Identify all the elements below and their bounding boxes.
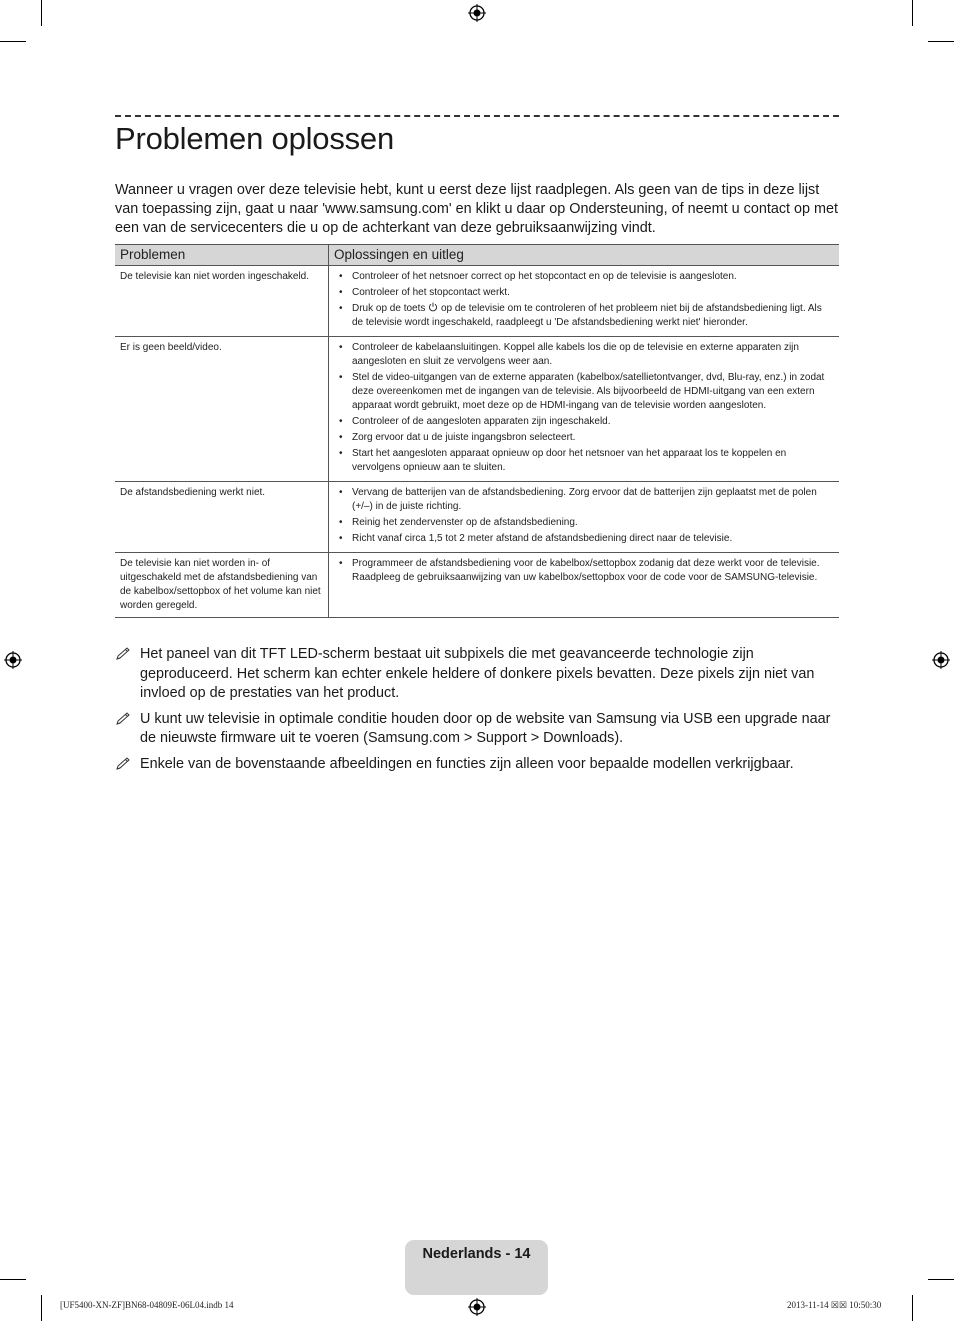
note-text: Enkele van de bovenstaande afbeeldingen en functies zijn alleen voor bepaalde modellen verkrijgbaar. bbox=[140, 755, 794, 772]
solutions-cell bbox=[329, 482, 840, 553]
solutions-cell bbox=[329, 553, 840, 618]
table-row bbox=[115, 266, 839, 337]
solution-item: • Controleer of de aangesloten apparaten zijn ingeschakeld. bbox=[334, 415, 834, 429]
solution-item: • Stel de video-uitgangen van de externe apparaten (kabelbox/satellietontvanger, dvd, Blu-ray, enz.) in zodat deze overeenkomen met de ingangen van de televisie. Als bijvoorbeeld de HDMI-uitgang van een extern apparaat wordt gebruikt, moet deze op de HDMI-ingang van de televisie worden aangesloten. bbox=[334, 371, 834, 413]
note-item bbox=[115, 710, 843, 749]
crop-mark bbox=[928, 41, 954, 42]
solution-item: • Programmeer de afstandsbediening voor de kabelbox/settopbox zodanig dat deze werkt voor de televisie. Raadpleeg de gebruiksaanwijzing van uw kabelbox/settopbox voor de code voor de SAMSUNG-televisie. bbox=[334, 557, 834, 585]
table-header-row bbox=[115, 245, 839, 266]
solutions-list bbox=[334, 557, 834, 585]
print-timestamp: 2013-11-14 ☒☒ 10:50:30 bbox=[787, 1300, 882, 1310]
solutions-cell bbox=[329, 266, 840, 337]
solution-item: • Controleer de kabelaansluitingen. Koppel alle kabels los die op de televisie en externe apparaten zijn aangesloten en sluit ze vervolgens weer aan. bbox=[334, 341, 834, 369]
registration-mark-icon bbox=[4, 651, 22, 669]
solutions-list bbox=[334, 486, 834, 546]
registration-mark-icon bbox=[468, 4, 486, 22]
crop-mark bbox=[912, 1295, 913, 1321]
note-text: Het paneel van dit TFT LED-scherm bestaat uit subpixels die met geavanceerde technologie zijn geproduceerd. Het scherm kan echter enkele heldere of donkere pixels bevatten. Deze pixels zijn niet van invloed op de prestaties van het product. bbox=[140, 646, 815, 701]
file-info: [UF5400-XN-ZF]BN68-04809E-06L04.indb 14 bbox=[60, 1300, 234, 1310]
column-header-solutions: Oplossingen en uitleg bbox=[329, 245, 840, 266]
power-icon bbox=[428, 302, 438, 312]
solution-item: • Richt vanaf circa 1,5 tot 2 meter afstand de afstandsbediening direct naar de televisie. bbox=[334, 532, 834, 546]
pencil-note-icon bbox=[115, 757, 133, 771]
notes-section bbox=[115, 645, 843, 780]
solutions-cell bbox=[329, 337, 840, 482]
note-item bbox=[115, 755, 843, 775]
solution-item: • Vervang de batterijen van de afstandsbediening. Zorg ervoor dat de batterijen zijn geplaatst met de polen (+/–) in de juiste richting. bbox=[334, 486, 834, 514]
column-header-problems: Problemen bbox=[115, 245, 329, 266]
table-row bbox=[115, 553, 839, 618]
crop-mark bbox=[912, 0, 913, 26]
solutions-list bbox=[334, 341, 834, 475]
solution-item: • Controleer of het netsnoer correct op het stopcontact en op de televisie is aangesloten. bbox=[334, 270, 834, 284]
solution-item bbox=[334, 302, 834, 330]
title-rule bbox=[115, 115, 839, 117]
table-row bbox=[115, 337, 839, 482]
problem-cell: Er is geen beeld/video. bbox=[115, 337, 329, 482]
table-row bbox=[115, 482, 839, 553]
note-item bbox=[115, 645, 843, 704]
intro-paragraph: Wanneer u vragen over deze televisie hebt, kunt u eerst deze lijst raadplegen. Als geen van de tips in deze lijst van toepassing zijn, gaat u naar 'www.samsung.com' en klikt u daar op Ondersteuning, of neemt u contact op met een van de servicecenters die u op de achterkant van deze gebruiksaanwijzing vindt. bbox=[115, 182, 839, 236]
troubleshooting-table bbox=[115, 244, 839, 618]
note-text: U kunt uw televisie in optimale conditie houden door op de website van Samsung via USB een upgrade naar de nieuwste firmware uit te voeren (Samsung.com > Support > Downloads). bbox=[140, 710, 831, 746]
pencil-note-icon bbox=[115, 712, 133, 726]
solution-text: op de televisie om te controleren of het probleem niet bij de afstandsbediening ligt. Als de televisie wordt ingeschakeld, raadpleegt u 'De afstandsbediening werkt niet' hieronder. bbox=[352, 303, 822, 328]
solution-item: • Start het aangesloten apparaat opnieuw op door het netsnoer van het apparaat los te koppelen en vervolgens opnieuw aan te sluiten. bbox=[334, 447, 834, 475]
registration-mark-icon bbox=[932, 651, 950, 669]
crop-mark bbox=[0, 1279, 26, 1280]
registration-mark-icon bbox=[468, 1298, 486, 1316]
problem-cell: De televisie kan niet worden ingeschakeld. bbox=[115, 266, 329, 337]
solution-item: • Reinig het zendervenster op de afstandsbediening. bbox=[334, 516, 834, 530]
crop-mark bbox=[928, 1279, 954, 1280]
problem-cell: De televisie kan niet worden in- of uitgeschakeld met de afstandsbediening van de kabelbox/settopbox of het volume kan niet worden geregeld. bbox=[115, 553, 329, 618]
solution-text: Druk op de toets bbox=[352, 303, 426, 314]
problem-cell: De afstandsbediening werkt niet. bbox=[115, 482, 329, 553]
page-title: Problemen oplossen bbox=[115, 121, 395, 156]
crop-mark bbox=[0, 41, 26, 42]
page-number-label: Nederlands - 14 bbox=[422, 1246, 531, 1262]
solution-item: • Controleer of het stopcontact werkt. bbox=[334, 286, 834, 300]
pencil-note-icon bbox=[115, 647, 133, 661]
solutions-list bbox=[334, 270, 834, 330]
solution-item: • Zorg ervoor dat u de juiste ingangsbron selecteert. bbox=[334, 431, 834, 445]
crop-mark bbox=[41, 1295, 42, 1321]
crop-mark bbox=[41, 0, 42, 26]
